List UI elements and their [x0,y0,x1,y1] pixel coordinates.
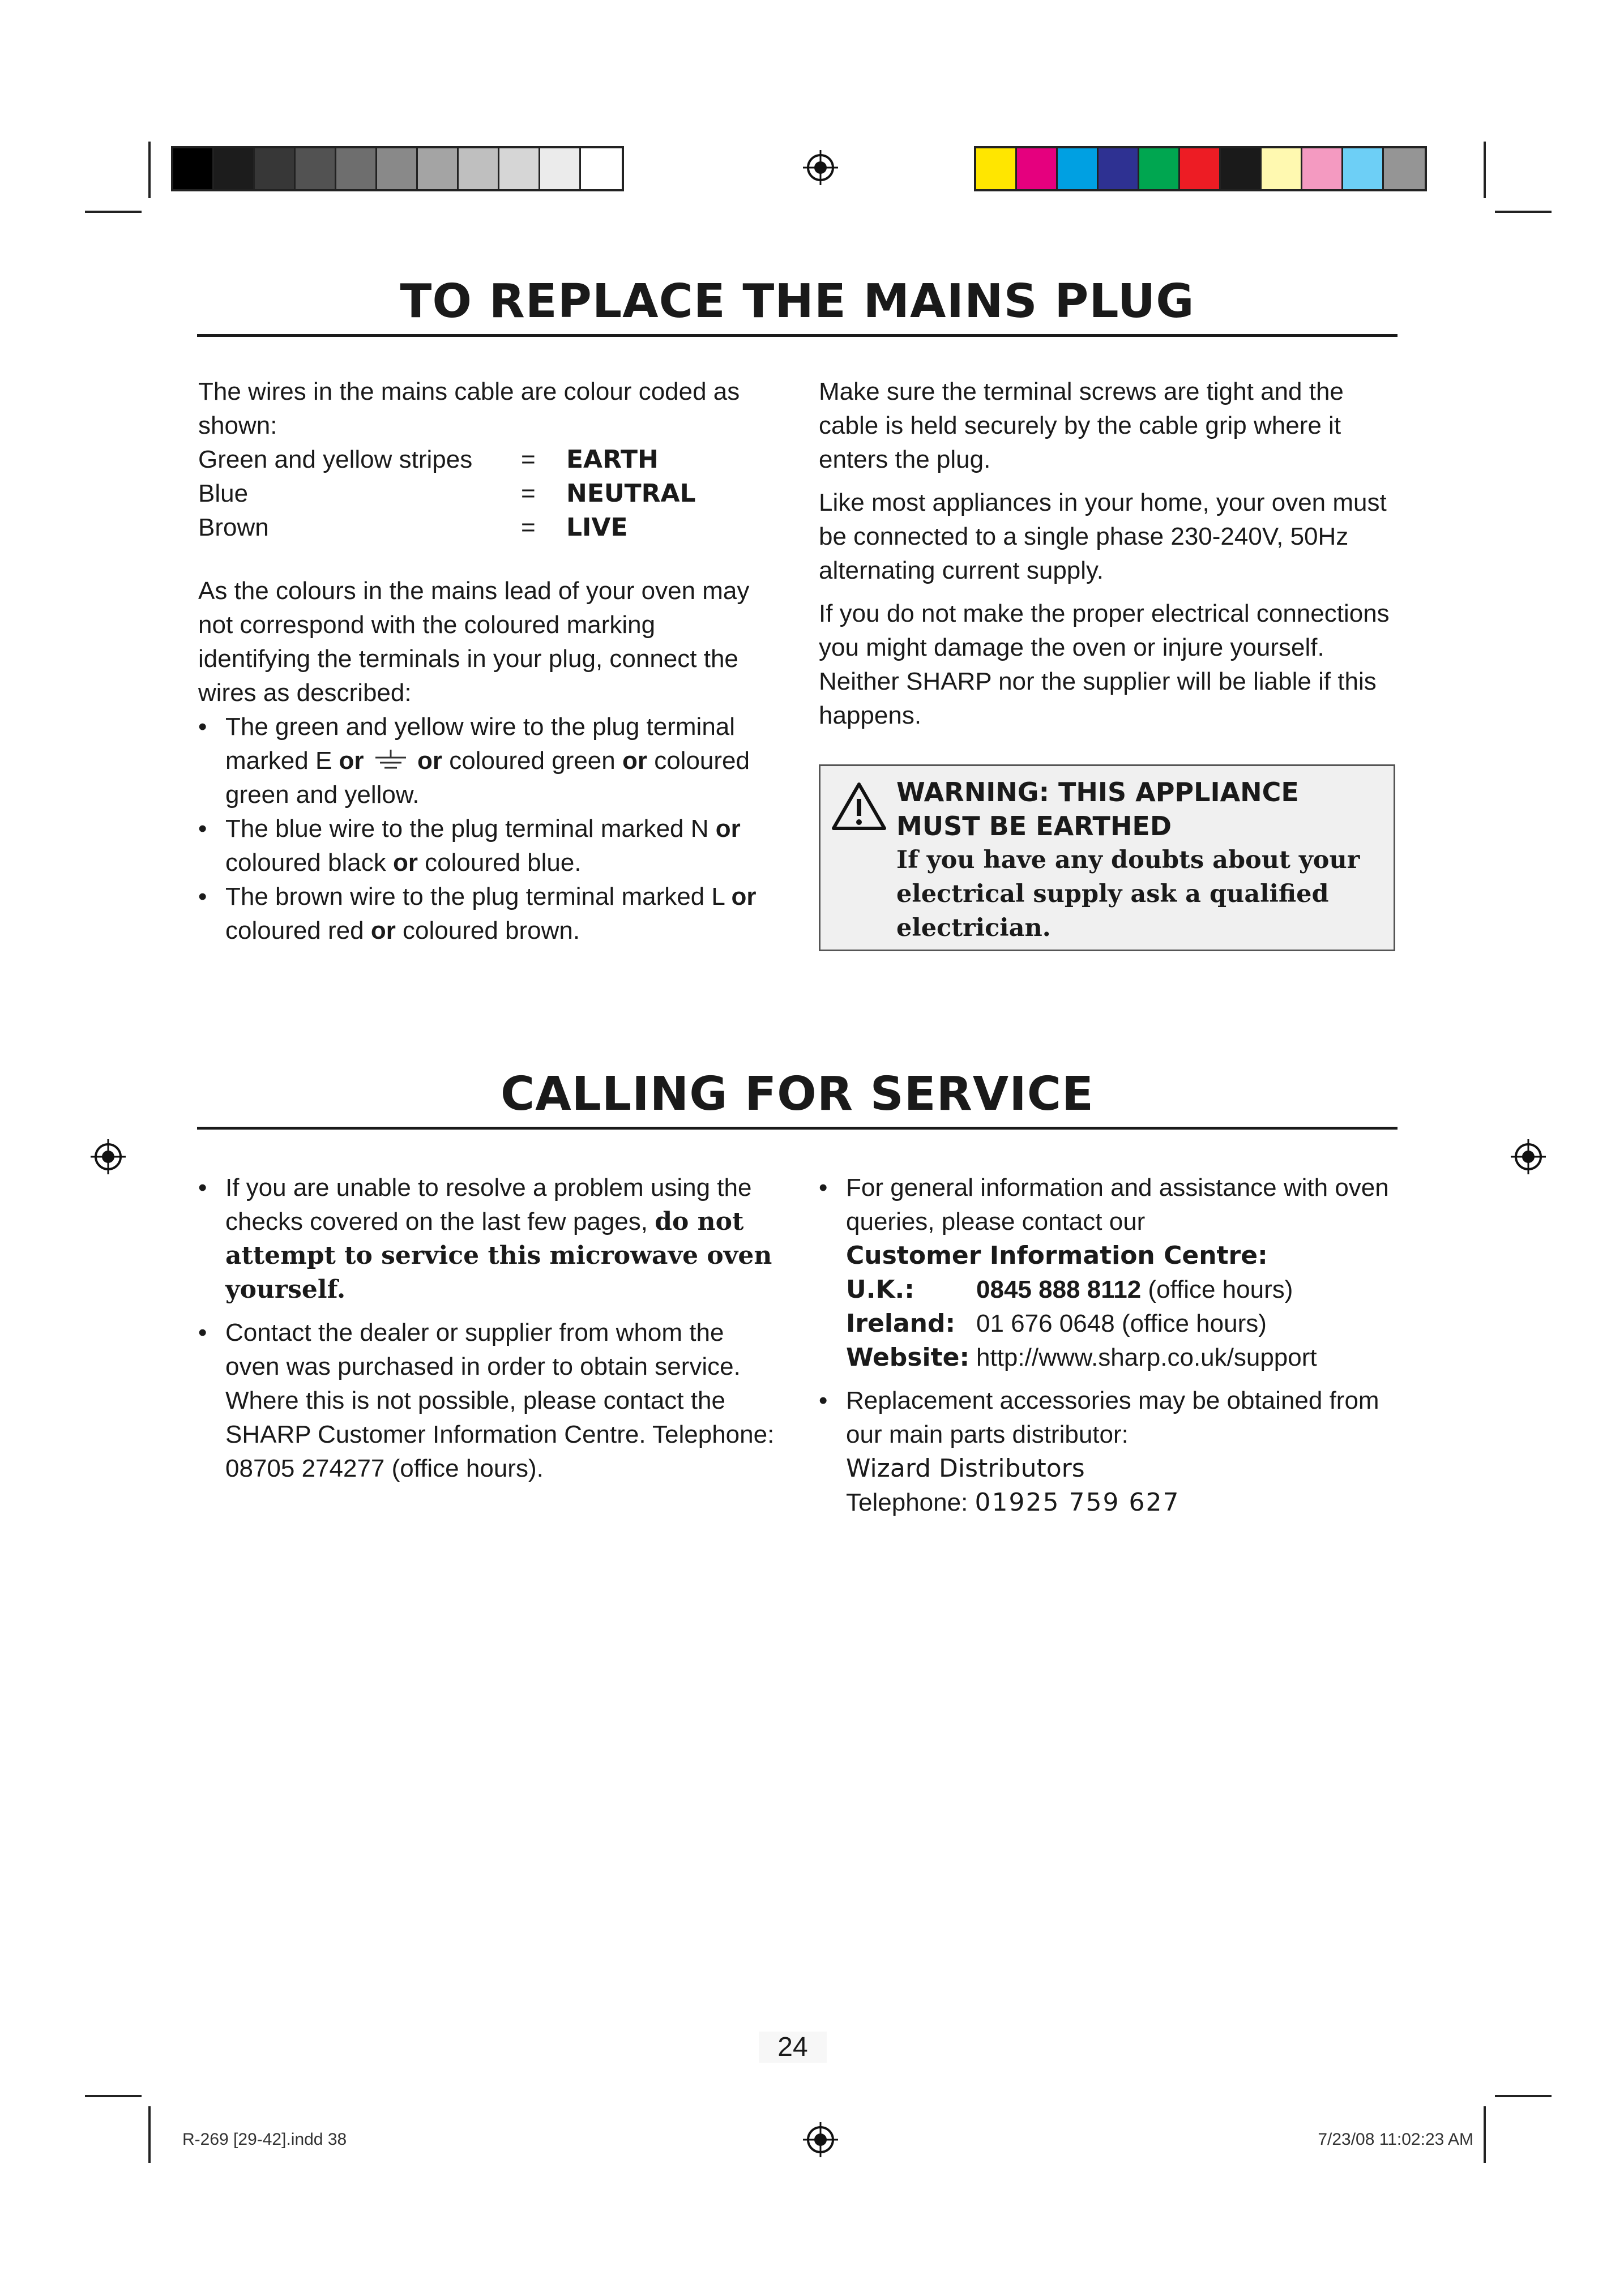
contact-table [846,1273,1408,1375]
warning-triangle-icon [831,781,887,832]
contact-value: 0845 888 8112 (office hours) [976,1276,1293,1303]
crop-mark [148,142,151,198]
warning-heading: WARNING: THIS APPLIANCE [896,777,1299,807]
greyscale-calibration-bar [171,146,624,191]
liability-paragraph: If you do not make the proper electrical connections you might damage the oven or injure yourself. Neither SHARP nor the supplier will be liable if this happens. [819,600,1390,729]
registration-mark-icon [803,150,838,185]
calibration-swatch [296,148,336,189]
page-number: 24 [759,2032,827,2063]
registration-mark-icon [1511,1139,1546,1174]
calibration-swatch [1302,148,1343,189]
wire-name: LIVE [566,513,628,542]
calibration-swatch [418,148,459,189]
website-link[interactable]: http://www.sharp.co.uk/support [976,1344,1317,1371]
list-item: • The blue wire to the plug terminal marked N or coloured black or coloured blue. [198,812,770,880]
footer-file-info: R-269 [29-42].indd 38 [182,2130,347,2149]
wire-name: EARTH [566,445,659,474]
calibration-swatch [976,148,1017,189]
warning-heading: MUST BE EARTHED [896,811,1172,841]
registration-mark-icon [91,1139,126,1174]
wire-colour: Green and yellow stripes [198,446,473,473]
calibration-swatch [336,148,377,189]
calibration-swatch [1343,148,1384,189]
calibration-swatch [1139,148,1180,189]
crop-mark [1495,2095,1552,2097]
service-right-column [819,1171,1408,1529]
calibration-swatch [1221,148,1262,189]
service-right-list [819,1171,1408,1520]
warning-body: If you have any doubts about your electrical supply ask a qualified electrician. [896,846,1360,942]
calibration-swatch [255,148,296,189]
wire-eq: = [521,514,536,541]
service-left-column [198,1171,776,1495]
calibration-swatch [214,148,255,189]
calibration-swatch [377,148,418,189]
heading-rule [197,1127,1398,1130]
calibration-swatch [173,148,214,189]
distributor-telephone: Telephone: 01925 759 627 [846,1488,1180,1517]
contact-value: 01 676 0648 (office hours) [976,1310,1267,1337]
warning-text [896,775,1383,945]
crop-mark [148,2106,151,2163]
crop-mark [1495,211,1552,213]
warning-box [819,764,1395,951]
crop-mark [1484,2106,1486,2163]
calibration-swatch [1262,148,1302,189]
mains-plug-left-column [198,375,770,948]
wiring-instructions-list [198,710,770,948]
calibration-swatch [1384,148,1425,189]
mains-plug-right-column [819,375,1402,742]
calibration-swatch [540,148,581,189]
wire-colour-table [198,443,770,545]
terminal-screws-paragraph: Make sure the terminal screws are tight and the cable is held securely by the cable grip where it enters the plug. [819,378,1344,473]
wire-colour: Blue [198,480,249,507]
crop-mark [85,211,142,213]
contact-label: Ireland: [846,1309,956,1338]
crop-mark [1484,142,1486,198]
calibration-swatch [1180,148,1221,189]
wire-colour: Brown [198,514,269,541]
calibration-swatch [459,148,499,189]
section-title-mains-plug: TO REPLACE THE MAINS PLUG [400,275,1195,328]
heading-rule [197,334,1398,337]
service-left-list [198,1171,776,1486]
list-item: • Replacement accessories may be obtained from our main parts distributor: Wizard Distributors Telephone: 01925 759 627 [819,1384,1408,1520]
calibration-swatch [499,148,540,189]
calibration-swatch [581,148,622,189]
crop-mark [85,2095,142,2097]
calibration-swatch [1017,148,1058,189]
calibration-swatch [1099,148,1139,189]
wires-intro: The wires in the mains cable are colour coded as shown: [198,378,740,439]
wire-eq: = [521,446,536,473]
footer-timestamp: 7/23/08 11:02:23 AM [1318,2130,1473,2149]
customer-centre-label: Customer Information Centre: [846,1241,1268,1270]
distributor-name: Wizard Distributors [846,1454,1085,1483]
list-item: • For general information and assistance with oven queries, please contact our Customer Information Centre: U.K.: 0845 888 8112 (office hours) Ireland: 01 676 0648 (office hours) Website: http://www.sharp.co.uk/support [819,1171,1408,1375]
supply-paragraph: Like most appliances in your home, your oven must be connected to a single phase 230-240V, 50Hz alternating current supply. [819,489,1387,584]
calibration-swatch [1058,148,1099,189]
list-item: • The brown wire to the plug terminal marked L or coloured red or coloured brown. [198,880,770,948]
wire-eq: = [521,480,536,507]
list-item: • If you are unable to resolve a problem using the checks covered on the last few pages, do not attempt to service this microwave oven yourself. [198,1171,776,1307]
section-title-calling-for-service: CALLING FOR SERVICE [501,1067,1094,1121]
contact-label: U.K.: [846,1275,914,1304]
earth-symbol-icon [371,749,411,771]
colour-calibration-bar [974,146,1427,191]
list-item: • Contact the dealer or supplier from whom the oven was purchased in order to obtain service. Where this is not possible, please contact the SHARP Customer Information Centre. Telephone: 08705 274277 (office hours). [198,1316,776,1486]
list-item: • The green and yellow wire to the plug terminal marked E or or coloured green or coloured green and yellow. [198,710,770,812]
contact-label: Website: [846,1343,970,1372]
registration-mark-icon [803,2122,838,2157]
colour-note-paragraph: As the colours in the mains lead of your oven may not correspond with the coloured marking identifying the terminals in your plug, connect the wires as described: [198,577,750,707]
wire-name: NEUTRAL [566,479,696,508]
